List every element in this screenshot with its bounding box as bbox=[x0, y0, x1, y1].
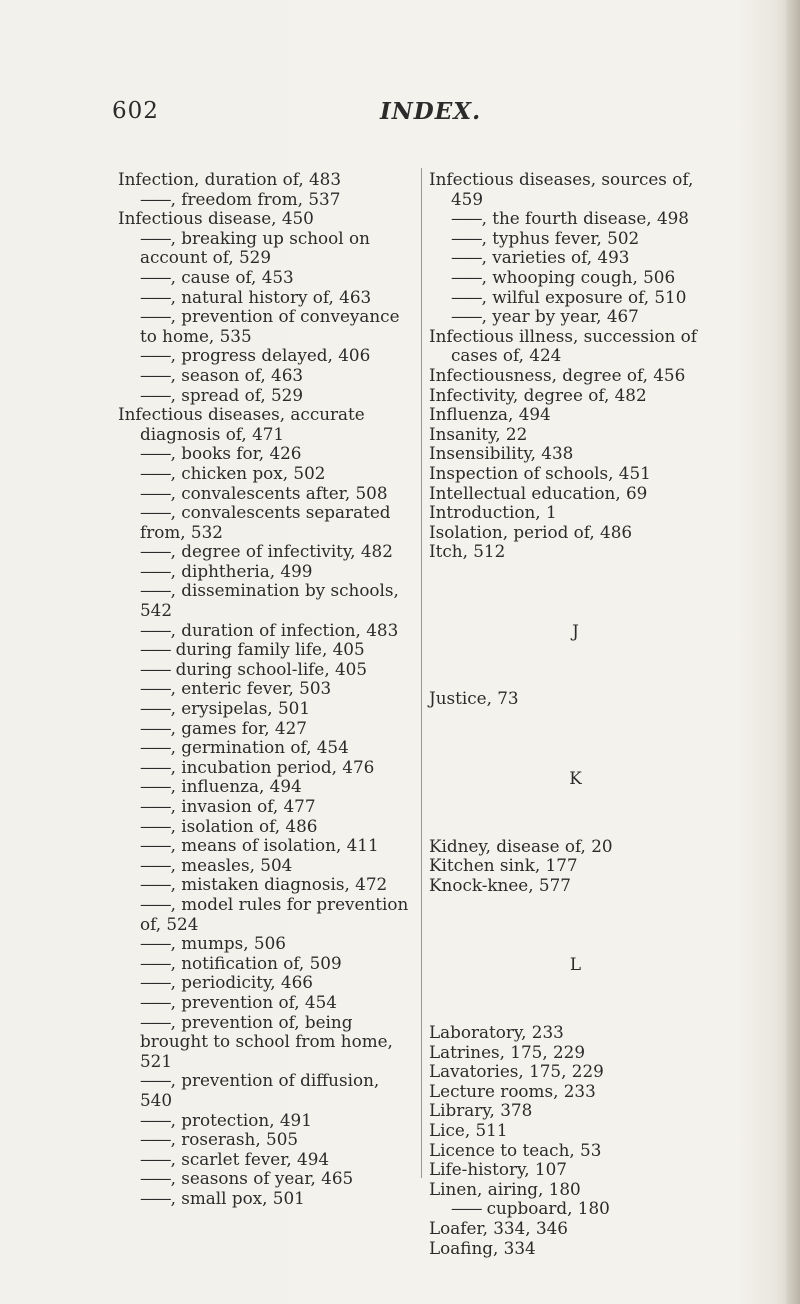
index-entry: Infectious diseases, sources of, 459 bbox=[429, 169, 694, 209]
index-entry: Laboratory, 233 bbox=[429, 1022, 564, 1043]
index-subentry: —— , the fourth disease, 498 bbox=[429, 209, 722, 229]
index-subentry: —— , typhus fever, 502 bbox=[429, 229, 722, 249]
index-entry: Library, 378 bbox=[429, 1100, 533, 1121]
index-entry: Licence to teach, 53 bbox=[429, 1139, 602, 1160]
index-subentry: —— , diphtheria, 499 bbox=[118, 562, 414, 582]
page-edge-shadow bbox=[786, 0, 800, 1304]
index-entry: Kitchen sink, 177 bbox=[429, 855, 578, 876]
index-subentry: —— , model rules for prevention of, 524 bbox=[118, 895, 414, 934]
index-entry: Loafer, 334, 346 bbox=[429, 1217, 568, 1238]
index-subentry: —— , natural history of, 463 bbox=[118, 288, 414, 308]
index-subentry: —— , influenza, 494 bbox=[118, 777, 414, 797]
index-entry: Infectious disease, 450 bbox=[118, 208, 314, 229]
index-subentry: —— , small pox, 501 bbox=[118, 1189, 414, 1209]
section-gap bbox=[429, 562, 722, 622]
index-subentry: —— , mumps, 506 bbox=[118, 934, 414, 954]
index-subentry: —— , seasons of year, 465 bbox=[118, 1169, 414, 1189]
section-gap bbox=[429, 789, 722, 837]
index-column-left bbox=[118, 170, 414, 1208]
index-subentry: —— , dissemination by schools, 542 bbox=[118, 581, 414, 620]
index-entry: Lavatories, 175, 229 bbox=[429, 1061, 604, 1082]
index-subentry: —— , protection, 491 bbox=[118, 1111, 414, 1131]
index-subentry: —— , mistaken diagnosis, 472 bbox=[118, 875, 414, 895]
index-entry: Lice, 511 bbox=[429, 1120, 508, 1140]
index-subentry: —— , progress delayed, 406 bbox=[118, 346, 414, 366]
index-entry: Infectious illness, succession of cases of, 424 bbox=[429, 325, 697, 366]
index-subentry: —— , games for, 427 bbox=[118, 719, 414, 739]
index-subentry: —— , breaking up school on account of, 529 bbox=[118, 229, 414, 268]
index-entry: Infection, duration of, 483 bbox=[118, 169, 342, 189]
index-subentry: —— , cause of, 453 bbox=[118, 268, 414, 288]
index-subentry: —— , scarlet fever, 494 bbox=[118, 1150, 414, 1170]
index-subentry: —— , prevention of diffusion, 540 bbox=[118, 1071, 414, 1110]
index-subentry: —— , periodicity, 466 bbox=[118, 973, 414, 993]
index-column-right bbox=[429, 170, 722, 1258]
index-subentry: —— , notification of, 509 bbox=[118, 954, 414, 974]
index-entry: Loafing, 334 bbox=[429, 1237, 536, 1258]
section-gap bbox=[429, 895, 722, 955]
index-entry: Life-history, 107 bbox=[429, 1159, 567, 1180]
index-subentry: —— , means of isolation, 411 bbox=[118, 836, 414, 856]
index-subentry: —— , isolation of, 486 bbox=[118, 817, 414, 837]
index-subentry: —— , invasion of, 477 bbox=[118, 797, 414, 817]
section-gap bbox=[429, 709, 722, 769]
index-entry: Insensibility, 438 bbox=[429, 443, 574, 464]
index-subentry: —— , measles, 504 bbox=[118, 856, 414, 876]
index-entry: Itch, 512 bbox=[429, 541, 506, 562]
index-entry: Intellectual education, 69 bbox=[429, 482, 648, 503]
column-divider bbox=[421, 168, 422, 1178]
index-entry: Insanity, 22 bbox=[429, 423, 528, 444]
index-subentry: —— , convalescents after, 508 bbox=[118, 484, 414, 504]
index-subentry: —— , roserash, 505 bbox=[118, 1130, 414, 1150]
section-gap bbox=[429, 975, 722, 1023]
page-header bbox=[0, 98, 800, 138]
index-entry: Knock-knee, 577 bbox=[429, 874, 571, 895]
running-head-title: INDEX. bbox=[380, 98, 482, 125]
index-subentry: —— , duration of infection, 483 bbox=[118, 621, 414, 641]
index-subentry: —— , prevention of conveyance to home, 535 bbox=[118, 307, 414, 346]
index-subentry: —— , spread of, 529 bbox=[118, 386, 414, 406]
index-subentry: —— , whooping cough, 506 bbox=[429, 268, 722, 288]
section-gap bbox=[429, 641, 722, 689]
index-entry: Latrines, 175, 229 bbox=[429, 1041, 586, 1062]
index-subentry: —— , varieties of, 493 bbox=[429, 248, 722, 268]
index-entry: Linen, airing, 180 bbox=[429, 1178, 581, 1199]
index-entry: Isolation, period of, 486 bbox=[429, 521, 633, 542]
page-number: 602 bbox=[112, 98, 159, 124]
index-subentry: —— cupboard, 180 bbox=[429, 1199, 722, 1219]
index-subentry: —— , chicken pox, 502 bbox=[118, 464, 414, 484]
index-subentry: —— , enteric fever, 503 bbox=[118, 679, 414, 699]
index-entry: Introduction, 1 bbox=[429, 502, 557, 523]
index-subentry: —— , books for, 426 bbox=[118, 444, 414, 464]
index-subentry: —— , wilful exposure of, 510 bbox=[429, 288, 722, 308]
index-subentry: —— , prevention of, being brought to school from home, 521 bbox=[118, 1013, 414, 1072]
index-entry: Kidney, disease of, 20 bbox=[429, 835, 613, 856]
index-subentry: —— , year by year, 467 bbox=[429, 307, 722, 327]
index-subentry: —— , germination of, 454 bbox=[118, 738, 414, 758]
index-subentry: —— during family life, 405 bbox=[118, 640, 414, 660]
index-entry: Justice, 73 bbox=[429, 688, 519, 709]
index-entry: Infectious diseases, accurate diagnosis of, 471 bbox=[118, 404, 365, 444]
section-letter: J bbox=[572, 620, 579, 641]
index-entry: Infectiousness, degree of, 456 bbox=[429, 364, 686, 385]
index-subentry: —— , season of, 463 bbox=[118, 366, 414, 386]
index-subentry: —— , erysipelas, 501 bbox=[118, 699, 414, 719]
index-subentry: —— during school-life, 405 bbox=[118, 660, 414, 680]
section-letter: K bbox=[569, 768, 582, 789]
index-entry: Lecture rooms, 233 bbox=[429, 1080, 596, 1101]
index-subentry: —— , convalescents separated from, 532 bbox=[118, 503, 414, 542]
index-subentry: —— , degree of infectivity, 482 bbox=[118, 542, 414, 562]
index-entry: Inspection of schools, 451 bbox=[429, 462, 651, 483]
index-entry: Infectivity, degree of, 482 bbox=[429, 384, 647, 405]
index-subentry: —— , incubation period, 476 bbox=[118, 758, 414, 778]
section-letter: L bbox=[569, 954, 582, 975]
index-subentry: —— , freedom from, 537 bbox=[118, 190, 414, 210]
index-entry: Influenza, 494 bbox=[429, 404, 551, 425]
index-subentry: —— , prevention of, 454 bbox=[118, 993, 414, 1013]
